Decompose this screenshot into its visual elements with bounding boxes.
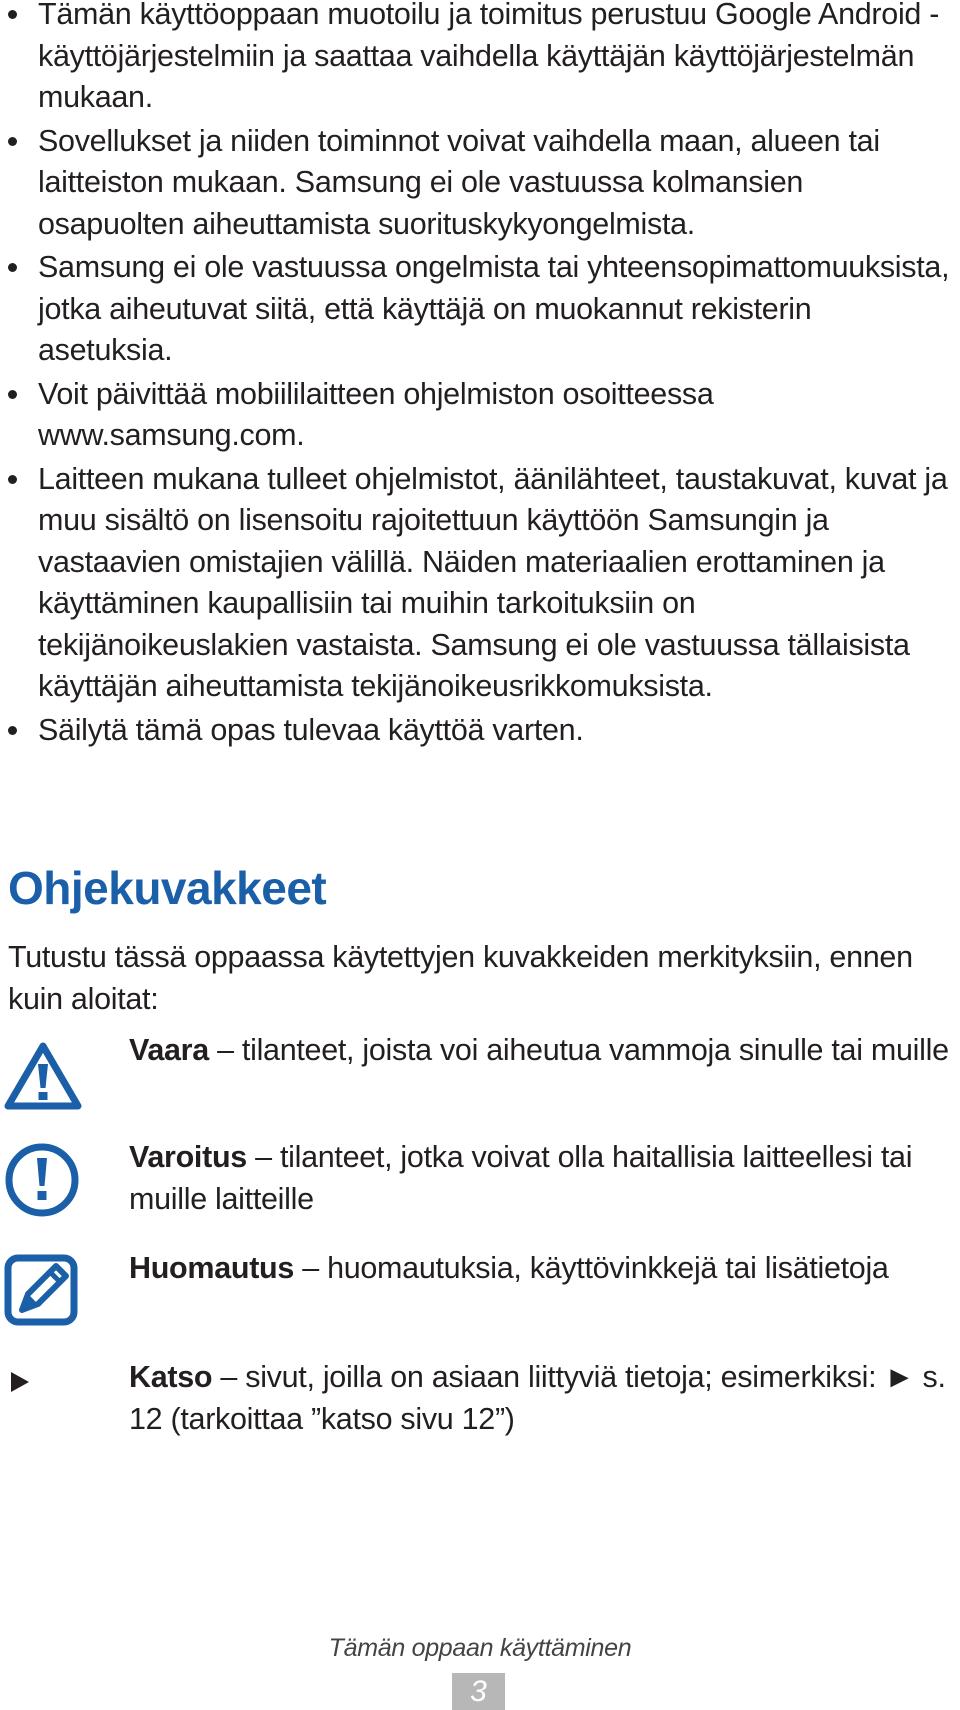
list-item-text: Voit päivittää mobiililaitteen ohjelmiston osoitteessa www.samsung.com.	[38, 376, 714, 452]
legend-text-see	[129, 1357, 959, 1440]
bullet-icon	[8, 726, 17, 735]
legend-term: Varoitus	[129, 1140, 247, 1174]
footer-chapter-title: Tämän oppaan käyttäminen	[328, 1634, 632, 1662]
list-item-text: Säilytä tämä opas tulevaa käyttöä varten.	[38, 712, 584, 747]
legend-term: Vaara	[129, 1033, 209, 1067]
list-item-text: Laitteen mukana tulleet ohjelmistot, äänilähteet, taustakuvat, kuvat ja muu sisältö on lisensoitu rajoitettuun käyttöön Samsungin ja vastaavien omistajien välillä. Näiden materiaalien erottaminen ja käyttäminen kaupallisiin tai muihin tarkoituksiin on tekijänoikeuslakien vastaista. Samsung ei ole vastuussa tällaisista käyttäjän aiheuttamista tekijänoikeusrikkomuksista.	[38, 461, 948, 703]
legend-description: – tilanteet, jotka voivat olla haitallisia laitteellesi tai muille laitteille	[129, 1140, 913, 1216]
bullet-icon	[8, 390, 17, 399]
list-item	[8, 121, 953, 246]
bullet-list	[8, 0, 953, 753]
legend-description: – sivut, joilla on asiaan liittyviä tietoja; esimerkiksi: ► s. 12 (tarkoittaa ”katso sivu 12”)	[129, 1360, 946, 1436]
bullet-icon	[8, 475, 17, 484]
list-item	[8, 0, 953, 119]
legend-text-note	[129, 1248, 959, 1290]
caution-circle-icon	[4, 1142, 80, 1223]
list-item	[8, 247, 953, 372]
bullet-icon	[8, 263, 17, 272]
legend-term: Huomautus	[129, 1251, 295, 1285]
bullet-icon	[8, 10, 17, 19]
legend-description: – huomautuksia, käyttövinkkejä tai lisätietoja	[294, 1251, 889, 1285]
list-item	[8, 374, 953, 457]
list-item-text: Sovellukset ja niiden toiminnot voivat vaihdella maan, alueen tai laitteiston mukaan. Samsung ei ole vastuussa kolmansien osapuolten aiheuttamista suorituskykyongelmista.	[38, 123, 880, 241]
list-item	[8, 459, 953, 708]
list-item-text: Samsung ei ole vastuussa ongelmista tai yhteensopimattomuuksista, jotka aiheutuvat siitä, että käyttäjä on muokannut rekisterin asetuksia.	[38, 250, 950, 367]
legend-text-danger	[129, 1030, 959, 1072]
bullet-icon	[8, 137, 17, 146]
section-title: Ohjekuvakkeet	[8, 862, 327, 914]
list-item	[8, 710, 953, 752]
legend-description: – tilanteet, joista voi aiheutua vammoja sinulle tai muille	[208, 1033, 949, 1067]
warning-triangle-icon	[4, 1042, 82, 1117]
list-item-text: Tämän käyttöoppaan muotoilu ja toimitus perustuu Google Android -käyttöjärjestelmiin ja saattaa vaihdella käyttäjän käyttöjärjestelmän mukaan.	[38, 0, 940, 114]
legend-text-warning	[129, 1137, 959, 1220]
legend-term: Katso	[129, 1360, 213, 1394]
page-number-badge: 3	[452, 1673, 505, 1710]
section-intro: Tutustu tässä oppaassa käytettyjen kuvakkeiden merkityksiin, ennen kuin aloitat:	[8, 940, 913, 1016]
arrow-right-icon	[10, 1371, 30, 1398]
note-pencil-icon	[4, 1252, 80, 1333]
